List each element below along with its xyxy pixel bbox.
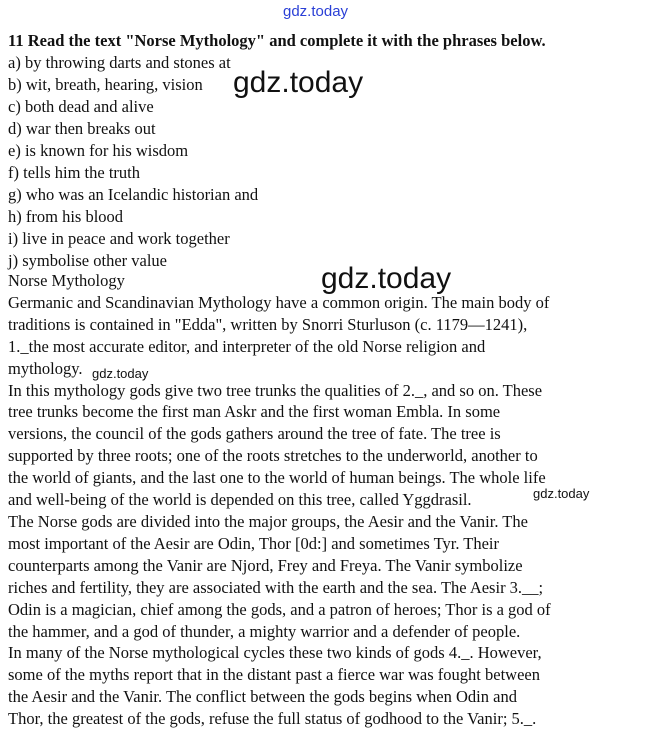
article-line: In this mythology gods give two tree trunks the qualities of 2._, and so on. These: [8, 380, 543, 400]
article-line: tree trunks become the first man Askr and the first woman Embla. In some: [8, 402, 501, 422]
option-h: h) from his blood: [8, 207, 124, 226]
article-line: the hammer, and a god of thunder, a mighty warrior and a defender of people.: [8, 621, 521, 641]
article-line: Germanic and Scandinavian Mythology have a common origin. The main body of: [8, 292, 550, 312]
option-i: i) live in peace and work together: [8, 229, 230, 248]
article-line: Odin is a magician, chief among the gods, and a patron of heroes; Thor is a god of: [8, 599, 551, 619]
watermark-2: gdz.today: [321, 262, 452, 295]
article-line: traditions is contained in "Edda", written by Snorri Sturluson (c. 1179—1241),: [8, 314, 528, 334]
article-line: most important of the Aesir are Odin, Thor [0d:] and sometimes Tyr. Their: [8, 533, 500, 553]
option-j: j) symbolise other value: [8, 251, 168, 270]
option-d: d) war then breaks out: [8, 119, 156, 138]
article-line: versions, the council of the gods gathers around the tree of fate. The tree is: [8, 424, 501, 444]
article-line: riches and fertility, they are associated with the earth and the sea. The Aesir 3.__;: [8, 577, 544, 597]
article-line: 1._the most accurate editor, and interpreter of the old Norse religion and: [8, 336, 486, 356]
option-b: b) wit, breath, hearing, vision: [8, 75, 203, 94]
article-line: the world of giants, and the last one to the world of human beings. The whole life: [8, 468, 546, 488]
option-f: f) tells him the truth: [8, 163, 140, 182]
article-line: Thor, the greatest of the gods, refuse the full status of godhood to the Vanir; 5._.: [8, 709, 537, 729]
option-e: e) is known for his wisdom: [8, 141, 189, 160]
watermark-3: gdz.today: [92, 366, 149, 381]
option-c: c) both dead and alive: [8, 97, 154, 116]
article-line: the Aesir and the Vanir. The conflict between the gods begins when Odin and: [8, 687, 517, 707]
article-line: some of the myths report that in the distant past a fierce war was fought between: [8, 665, 540, 685]
watermark-1: gdz.today: [233, 66, 364, 99]
option-g: g) who was an Icelandic historian and: [8, 185, 259, 204]
article-line: mythology.: [8, 358, 83, 378]
article-line: counterparts among the Vanir are Njord, Frey and Freya. The Vanir symbolize: [8, 555, 523, 575]
article-line: The Norse gods are divided into the major groups, the Aesir and the Vanir. The: [8, 511, 528, 531]
option-a: a) by throwing darts and stones at: [8, 53, 231, 72]
article-line: and well-being of the world is depended on this tree, called Yggdrasil.: [8, 490, 472, 510]
article-line: In many of the Norse mythological cycles these two kinds of gods 4._. However,: [8, 643, 542, 663]
article-heading: Norse Mythology: [8, 271, 125, 290]
article-line: supported by three roots; one of the roots stretches to the underworld, another to: [8, 446, 538, 466]
watermark-top: gdz.today: [283, 3, 349, 20]
phrase-options-list: [8, 52, 258, 272]
exercise-title: 11 Read the text "Norse Mythology" and complete it with the phrases below.: [8, 31, 546, 50]
watermark-4: gdz.today: [533, 486, 590, 501]
